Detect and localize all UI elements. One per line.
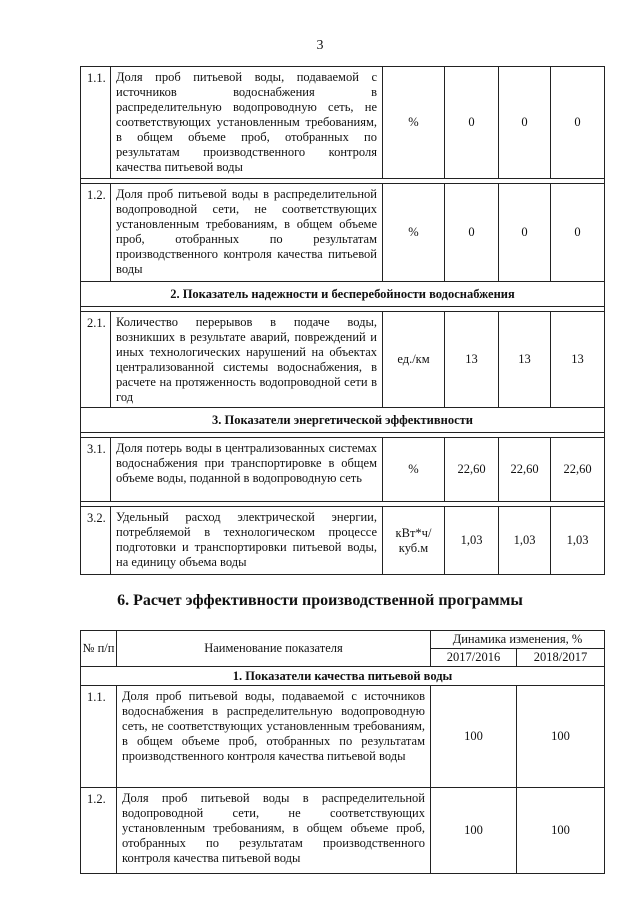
value-cell: 13 bbox=[551, 312, 605, 408]
value-cell: 13 bbox=[499, 312, 551, 408]
value-cell: 100 bbox=[431, 788, 517, 874]
table-row bbox=[81, 507, 605, 575]
row-number: 1.1. bbox=[81, 686, 117, 788]
row-number: 3.1. bbox=[81, 438, 111, 502]
value-cell: 1,03 bbox=[551, 507, 605, 575]
table-row bbox=[81, 438, 605, 502]
indicator-name: Удельный расход электрической энергии, потребляемой в технологическом процессе подготовки и транспортировки питьевой воды, на единицу объема воды bbox=[111, 507, 383, 575]
row-number: 2.1. bbox=[81, 312, 111, 408]
value-cell: 100 bbox=[517, 788, 605, 874]
column-header-year: 2017/2016 bbox=[431, 649, 517, 667]
column-header-dynamics: Динамика изменения, % bbox=[431, 631, 605, 649]
section-heading: 1. Показатели качества питьевой воды bbox=[81, 667, 605, 686]
value-cell: 0 bbox=[551, 184, 605, 282]
unit: % bbox=[383, 184, 445, 282]
value-cell: 0 bbox=[499, 184, 551, 282]
unit: % bbox=[383, 67, 445, 179]
indicators-table bbox=[80, 66, 605, 575]
table-row bbox=[81, 312, 605, 408]
value-cell: 13 bbox=[445, 312, 499, 408]
page-number: 3 bbox=[316, 38, 324, 53]
indicator-name: Доля проб питьевой воды в распределительной водопроводной сети, не соответствующих установленным требованиям, в общем объеме проб, отобранных по результатам производственного контроля качества питьевой воды bbox=[117, 788, 431, 874]
value-cell: 1,03 bbox=[499, 507, 551, 575]
table-row bbox=[81, 67, 605, 179]
section-heading: 2. Показатель надежности и бесперебойности водоснабжения bbox=[81, 282, 605, 307]
indicator-name: Доля проб питьевой воды в распределительной водопроводной сети, не соответствующих установленным требованиям, в общем объеме проб, отобранных по результатам производственного контроля качества питьевой воды bbox=[111, 184, 383, 282]
row-number: 3.2. bbox=[81, 507, 111, 575]
value-cell: 1,03 bbox=[445, 507, 499, 575]
table-row bbox=[81, 184, 605, 282]
section-title: 6. Расчет эффективности производственной программы bbox=[117, 592, 523, 609]
value-cell: 0 bbox=[551, 67, 605, 179]
indicator-name: Доля проб питьевой воды, подаваемой с источников водоснабжения в распределительную водопроводную сеть, не соответствующих установленным требованиям, в общем объеме проб, отобранных по результатам производственного контроля качества питьевой воды bbox=[117, 686, 431, 788]
table-row bbox=[81, 686, 605, 788]
row-number: 1.2. bbox=[81, 184, 111, 282]
unit: % bbox=[383, 438, 445, 502]
value-cell: 100 bbox=[431, 686, 517, 788]
row-number: 1.2. bbox=[81, 788, 117, 874]
section-heading: 3. Показатели энергетической эффективности bbox=[81, 408, 605, 433]
value-cell: 0 bbox=[445, 184, 499, 282]
value-cell: 22,60 bbox=[445, 438, 499, 502]
column-header-year: 2018/2017 bbox=[517, 649, 605, 667]
value-cell: 22,60 bbox=[499, 438, 551, 502]
unit: кВт*ч/ куб.м bbox=[383, 507, 445, 575]
row-number: 1.1. bbox=[81, 67, 111, 179]
column-header-name: Наименование показателя bbox=[117, 631, 431, 667]
value-cell: 100 bbox=[517, 686, 605, 788]
column-header-number: № п/п bbox=[81, 631, 117, 667]
indicator-name: Доля потерь воды в централизованных системах водоснабжения при транспортировке в общем объеме воды, поданной в водопроводную сеть bbox=[111, 438, 383, 502]
unit: ед./км bbox=[383, 312, 445, 408]
indicator-name: Доля проб питьевой воды, подаваемой с источников водоснабжения в распределительную водопроводную сеть, не соответствующих установленным требованиям, в общем объеме проб, отобранных по результатам производственного контроля качества питьевой воды bbox=[111, 67, 383, 179]
value-cell: 0 bbox=[499, 67, 551, 179]
efficiency-table bbox=[80, 630, 605, 874]
indicator-name: Количество перерывов в подаче воды, возникших в результате аварий, повреждений и иных технологических нарушений на объектах централизованной системы водоснабжения, в расчете на протяженность водопроводной сети в год bbox=[111, 312, 383, 408]
table-row bbox=[81, 788, 605, 874]
value-cell: 0 bbox=[445, 67, 499, 179]
value-cell: 22,60 bbox=[551, 438, 605, 502]
